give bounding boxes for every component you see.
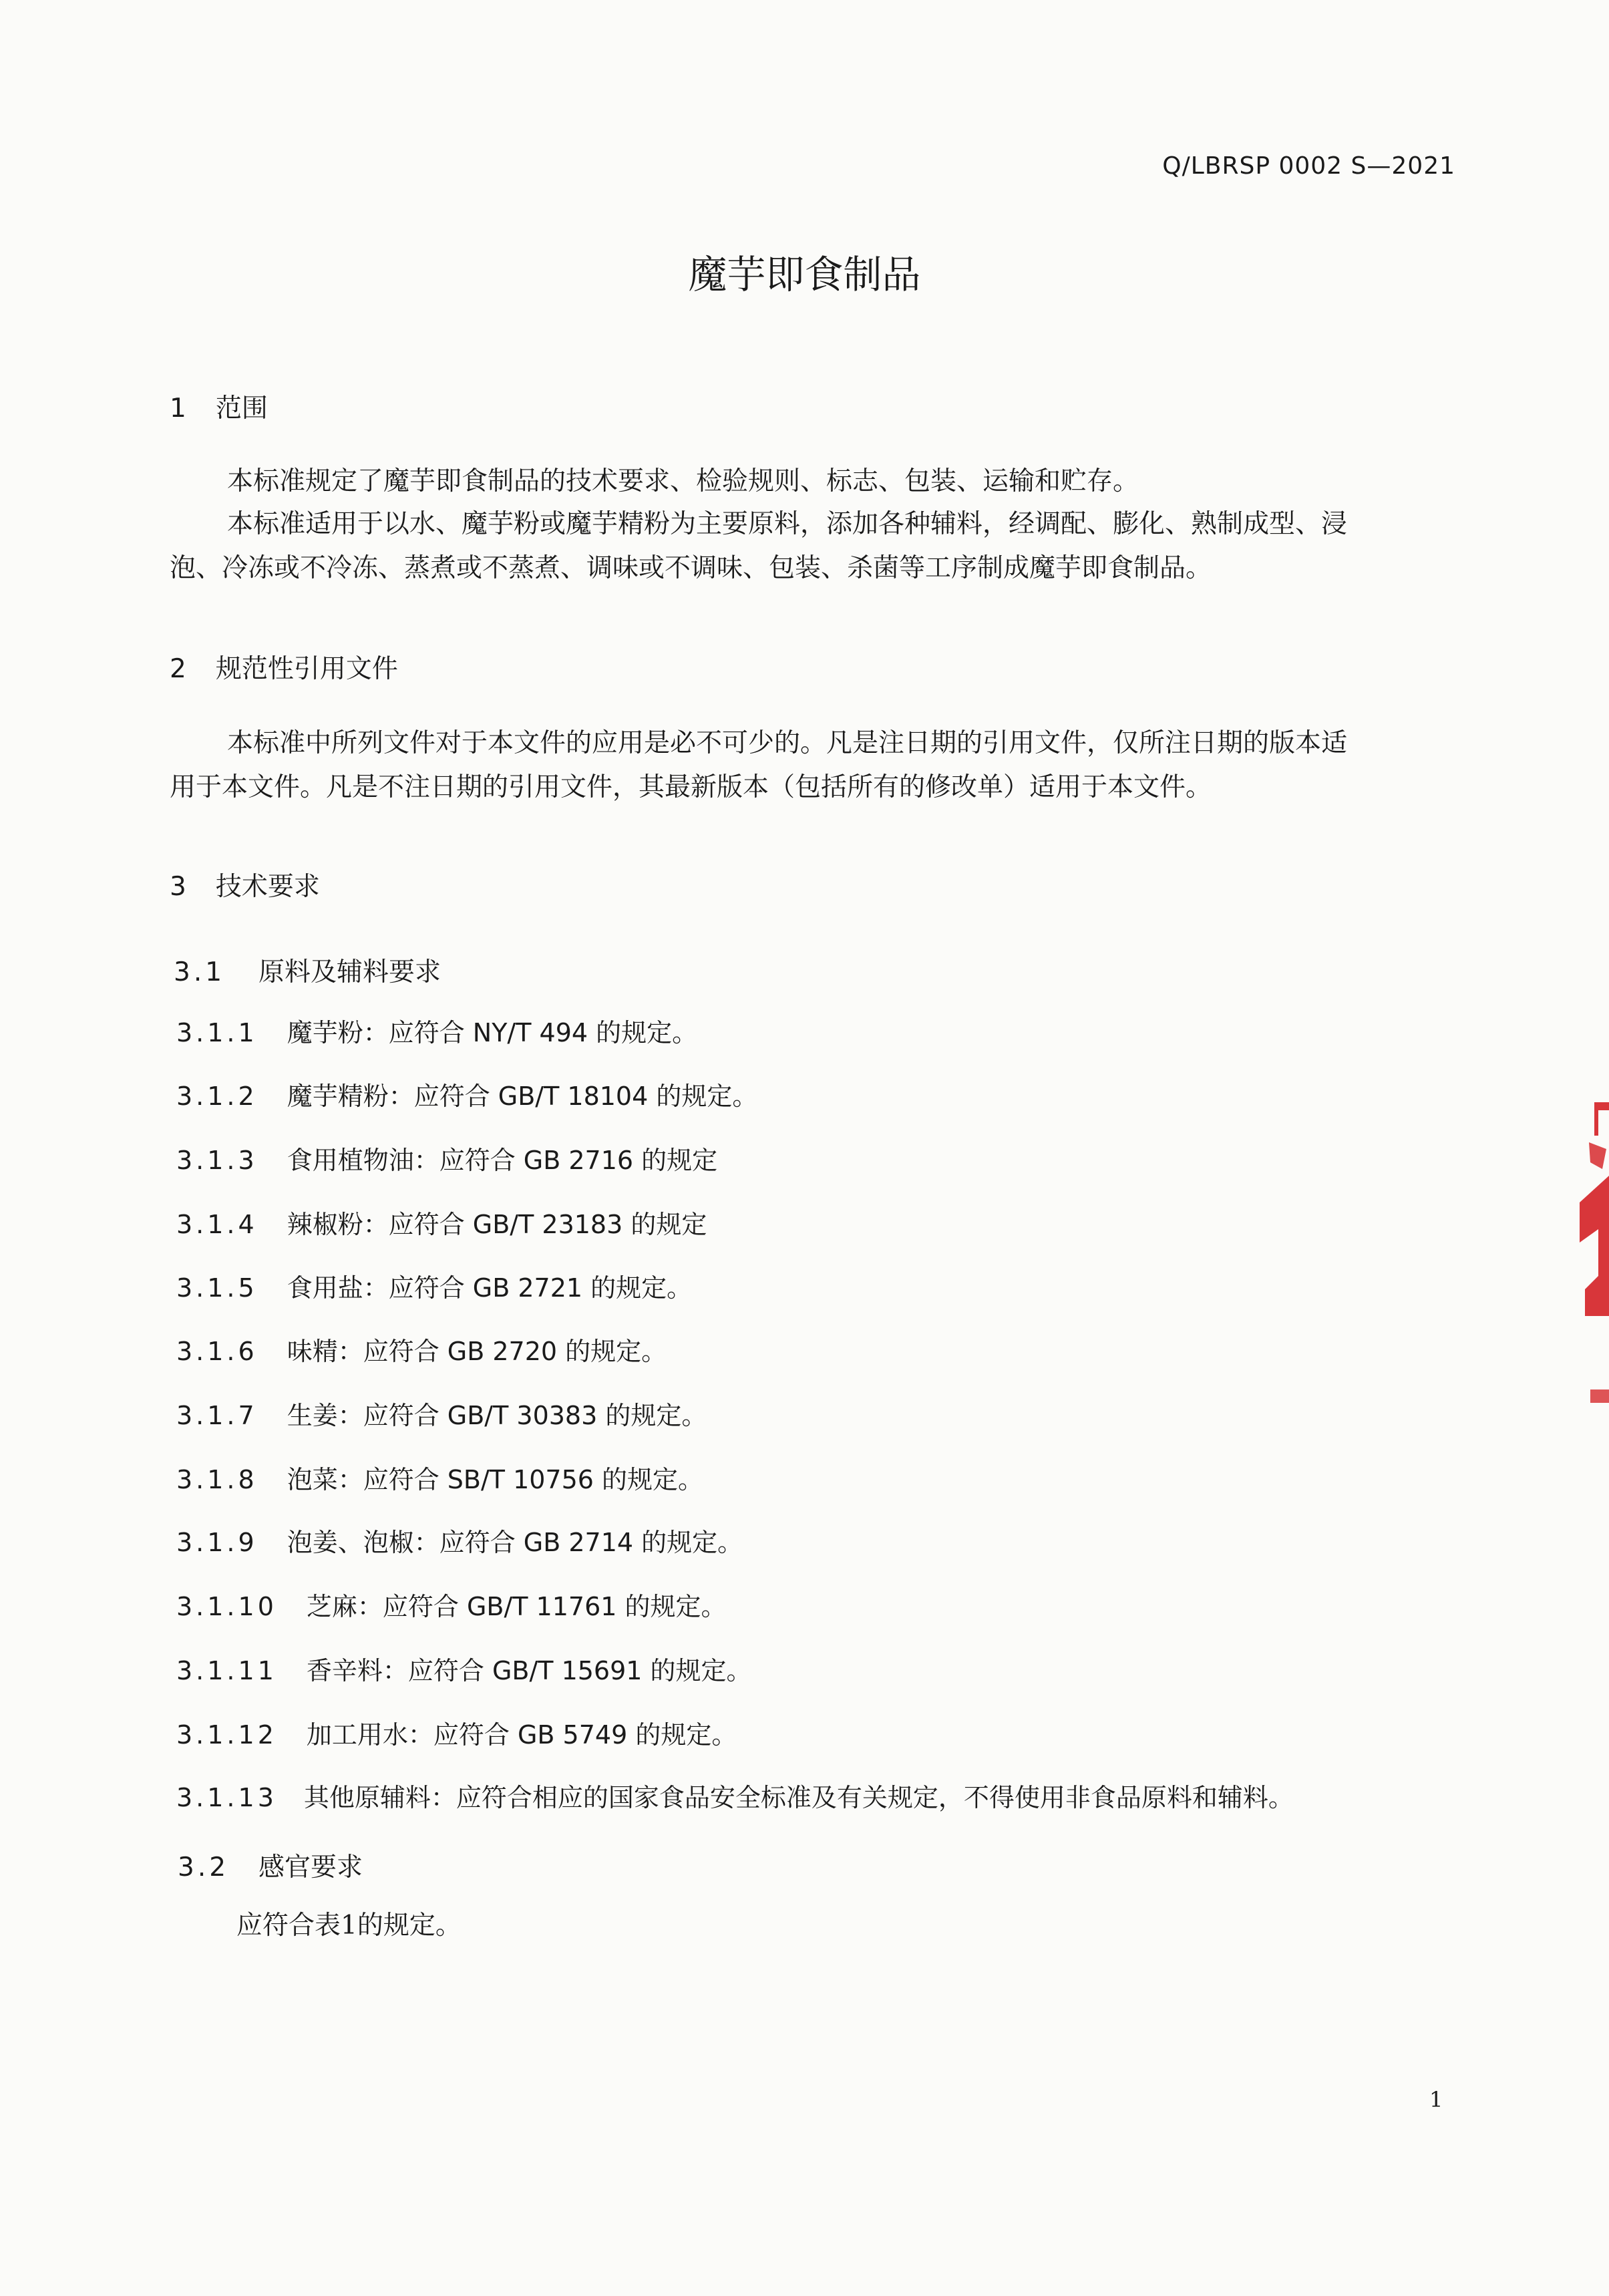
list-item: 3.1.7 生姜：应符合 GB/T 30383 的规定。: [176, 1401, 707, 1430]
list-item: 3.1.11 香辛料：应符合 GB/T 15691 的规定。: [176, 1656, 752, 1685]
list-item: 3.1.3 食用植物油：应符合 GB 2716 的规定: [176, 1146, 718, 1175]
list-item: 3.1.10 芝麻：应符合 GB/T 11761 的规定。: [176, 1592, 727, 1621]
section-title: 范围: [215, 393, 268, 424]
seal-date-fragment: [1590, 1389, 1609, 1403]
subsection-title: 原料及辅料要求: [258, 957, 441, 987]
subsection-number: 3.2: [178, 1852, 230, 1882]
list-item: 3.1.2 魔芋精粉：应符合 GB/T 18104 的规定。: [176, 1082, 758, 1111]
seal-bracket-top: [1594, 1102, 1609, 1136]
document-code: Q/LBRSP 0002 S—2021: [1162, 152, 1455, 180]
section-3-heading: [170, 866, 320, 903]
list-item: 3.1.5 食用盐：应符合 GB 2721 的规定。: [176, 1273, 693, 1303]
section-1-paragraph-2-line-1: 本标准适用于以水、魔芋粉或魔芋精粉为主要原料，添加各种辅料，经调配、膨化、熟制成型、浸: [227, 509, 1348, 539]
section-number: 2: [170, 654, 186, 684]
list-item: 3.1.1 魔芋粉：应符合 NY/T 494 的规定。: [176, 1018, 698, 1047]
section-number: 1: [170, 393, 186, 424]
subsection-3-1-heading: [174, 951, 441, 989]
subsection-3-2-heading: [178, 1846, 363, 1884]
section-2-paragraph-line-2: 用于本文件。凡是不注日期的引用文件，其最新版本（包括所有的修改单）适用于本文件。: [170, 772, 1212, 802]
list-item: 3.1.9 泡姜、泡椒：应符合 GB 2714 的规定。: [176, 1528, 743, 1557]
subsection-number: 3.1: [174, 957, 226, 987]
section-1-paragraph-1: 本标准规定了魔芋即食制品的技术要求、检验规则、标志、包装、运输和贮存。: [227, 466, 1139, 496]
section-2-heading: [170, 648, 398, 685]
list-item: 3.1.8 泡菜：应符合 SB/T 10756 的规定。: [176, 1465, 704, 1494]
section-title: 规范性引用文件: [215, 654, 398, 684]
subsection-title: 感官要求: [258, 1852, 363, 1882]
list-item: 3.1.6 味精：应符合 GB 2720 的规定。: [176, 1337, 667, 1366]
section-1-heading: [170, 387, 268, 425]
list-item: 3.1.13 其他原辅料：应符合相应的国家食品安全标准及有关规定，不得使用非食品原料和辅料。: [176, 1783, 1294, 1812]
page-title: 魔芋即食制品: [688, 252, 921, 297]
red-seal-fragment: [1576, 1096, 1609, 1416]
section-title: 技术要求: [215, 872, 320, 902]
section-2-paragraph-line-1: 本标准中所列文件对于本文件的应用是必不可少的。凡是注日期的引用文件，仅所注日期的版本适: [227, 728, 1348, 758]
seal-block: [1580, 1176, 1609, 1316]
list-item: 3.1.4 辣椒粉：应符合 GB/T 23183 的规定: [176, 1210, 707, 1239]
page-number: 1: [1429, 2087, 1443, 2112]
section-1-paragraph-2-line-2: 泡、冷冻或不冷冻、蒸煮或不蒸煮、调味或不调味、包装、杀菌等工序制成魔芋即食制品。: [170, 553, 1212, 583]
seal-char-fragment: [1589, 1142, 1606, 1169]
section-number: 3: [170, 872, 186, 902]
subsection-3-2-text: 应符合表1的规定。: [236, 1911, 462, 1941]
list-item: 3.1.12 加工用水：应符合 GB 5749 的规定。: [176, 1720, 737, 1750]
